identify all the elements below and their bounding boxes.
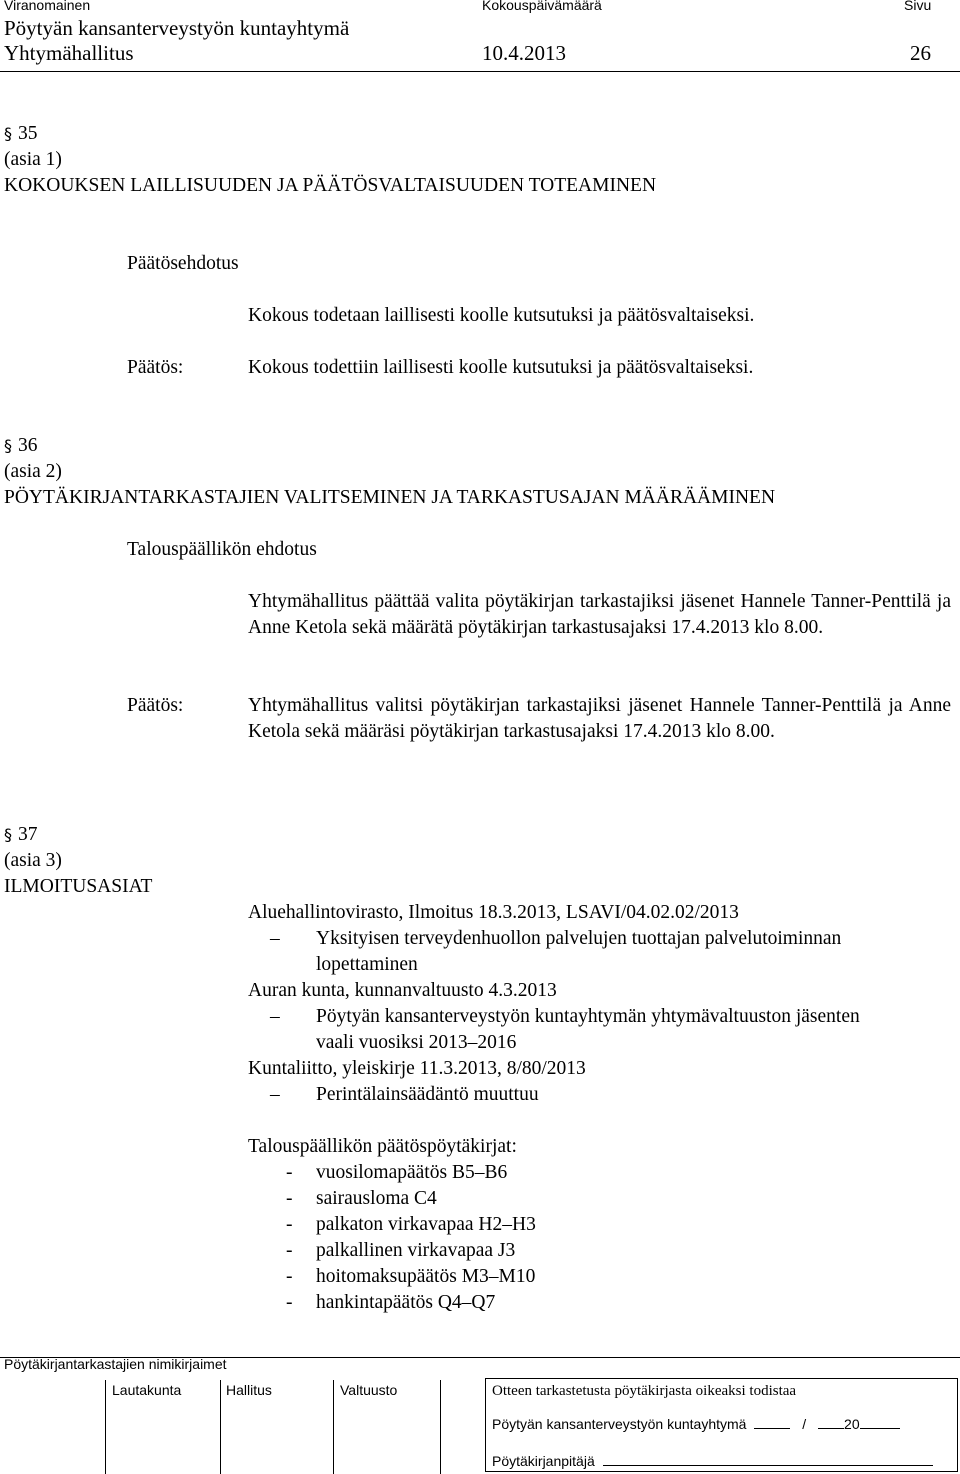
section-36-proposal-text: Yhtymähallitus päättää valita pöytäkirjan tarkastajiksi jäsenet Hannele Tanner-Penttilä ja Anne Ketola sekä määrätä pöytäkirjan tarkastusajaksi 17.4.2013 klo 8.00. [248,591,951,638]
section-36-item: (asia 2) [4,461,62,482]
minutes-bullet: - [286,1292,293,1313]
minutes-item: palkaton virkavapaa H2–H3 [316,1214,536,1235]
certify-year: 20 [844,1416,860,1432]
header-label-date: Kokouspäivämäärä [482,0,602,13]
minutes-bullet: - [286,1162,293,1183]
certify-org-line [492,1412,900,1432]
header-rule [0,71,960,72]
section-37-title: ILMOITUSASIAT [4,876,153,897]
section-36-number: § 36 [4,435,38,456]
section-36-proposal-label: Talouspäällikön ehdotus [127,539,317,560]
section-35-item: (asia 1) [4,149,62,170]
header-page-number: 26 [910,41,931,65]
section-36-decision-text: Yhtymähallitus valitsi pöytäkirjan tarkastajiksi jäsenet Hannele Tanner-Penttilä ja Anne Ketola sekä määräsi pöytäkirjan tarkastusajaksi 17.4.2013 klo 8.00. [248,695,951,742]
section-36-title: PÖYTÄKIRJANTARKASTAJIEN VALITSEMINEN JA TARKASTUSAJAN MÄÄRÄÄMINEN [4,487,776,508]
section-35-proposal-text: Kokous todetaan laillisesti koolle kutsutuksi ja päätösvaltaiseksi. [248,305,755,326]
header-body: Yhtymähallitus [4,41,134,65]
footer-divider [220,1380,221,1474]
header-label-authority: Viranomainen [4,0,91,13]
section-37-number: § 37 [4,824,38,845]
footer-signatures-label: Pöytäkirjantarkastajien nimikirjaimet [4,1356,227,1372]
section-35-decision-text: Kokous todettiin laillisesti koolle kutsutuksi ja päätösvaltaiseksi. [248,357,754,378]
notice-dash: – [270,1006,280,1027]
minutes-bullet: - [286,1240,293,1261]
minutes-item: hankintapäätös Q4–Q7 [316,1292,496,1313]
certify-keeper-blank [603,1449,933,1466]
minutes-bullet: - [286,1266,293,1287]
footer-divider [105,1380,106,1474]
footer-col-government: Hallitus [226,1382,272,1398]
minutes-bullet: - [286,1188,293,1209]
header-date: 10.4.2013 [482,41,566,65]
certification-box [485,1378,958,1472]
header-org: Pöytyän kansanterveystyön kuntayhtymä [4,16,350,40]
certify-text: Otteen tarkastetusta pöytäkirjasta oikeaksi todistaa [492,1383,797,1399]
certify-month-blank [818,1412,844,1429]
minutes-label: Talouspäällikön päätöspöytäkirjat: [248,1136,517,1157]
footer-col-council: Valtuusto [340,1382,398,1398]
notice-item: Perintälainsäädäntö muuttuu [316,1084,539,1105]
certify-org: Pöytyän kansanterveystyön kuntayhtymä [492,1416,747,1432]
notice-item: vaali vuosiksi 2013–2016 [316,1032,517,1053]
certify-slash: / [802,1416,807,1432]
notice-source: Aluehallintovirasto, Ilmoitus 18.3.2013, LSAVI/04.02.02/2013 [248,902,739,923]
header-label-page: Sivu [904,0,932,13]
footer-col-board: Lautakunta [112,1382,182,1398]
certify-day-blank [754,1412,790,1429]
minutes-item: hoitomaksupäätös M3–M10 [316,1266,536,1287]
minutes-item: palkallinen virkavapaa J3 [316,1240,516,1261]
certify-keeper: Pöytäkirjanpitäjä [492,1453,595,1469]
section-35-number: § 35 [4,123,38,144]
section-35-title: KOKOUKSEN LAILLISUUDEN JA PÄÄTÖSVALTAISUUDEN TOTEAMINEN [4,175,657,196]
minutes-item: vuosilomapäätös B5–B6 [316,1162,508,1183]
section-37-item: (asia 3) [4,850,62,871]
minutes-item: sairausloma C4 [316,1188,437,1209]
notice-item: lopettaminen [316,954,418,975]
notice-dash: – [270,1084,280,1105]
notice-item: Pöytyän kansanterveystyön kuntayhtymän yhtymävaltuuston jäsenten [316,1006,860,1027]
notice-item: Yksityisen terveydenhuollon palvelujen tuottajan palvelutoiminnan [316,928,842,949]
minutes-bullet: - [286,1214,293,1235]
section-35-decision-label: Päätös: [127,357,184,378]
section-36-decision-label: Päätös: [127,695,184,716]
certify-year-blank [860,1412,900,1429]
certify-keeper-line [492,1449,933,1469]
notice-source: Auran kunta, kunnanvaltuusto 4.3.2013 [248,980,557,1001]
footer-divider [333,1380,334,1474]
notice-dash: – [270,928,280,949]
footer-divider [440,1380,441,1474]
notice-source: Kuntaliitto, yleiskirje 11.3.2013, 8/80/2013 [248,1058,586,1079]
section-35-proposal-label: Päätösehdotus [127,253,239,274]
